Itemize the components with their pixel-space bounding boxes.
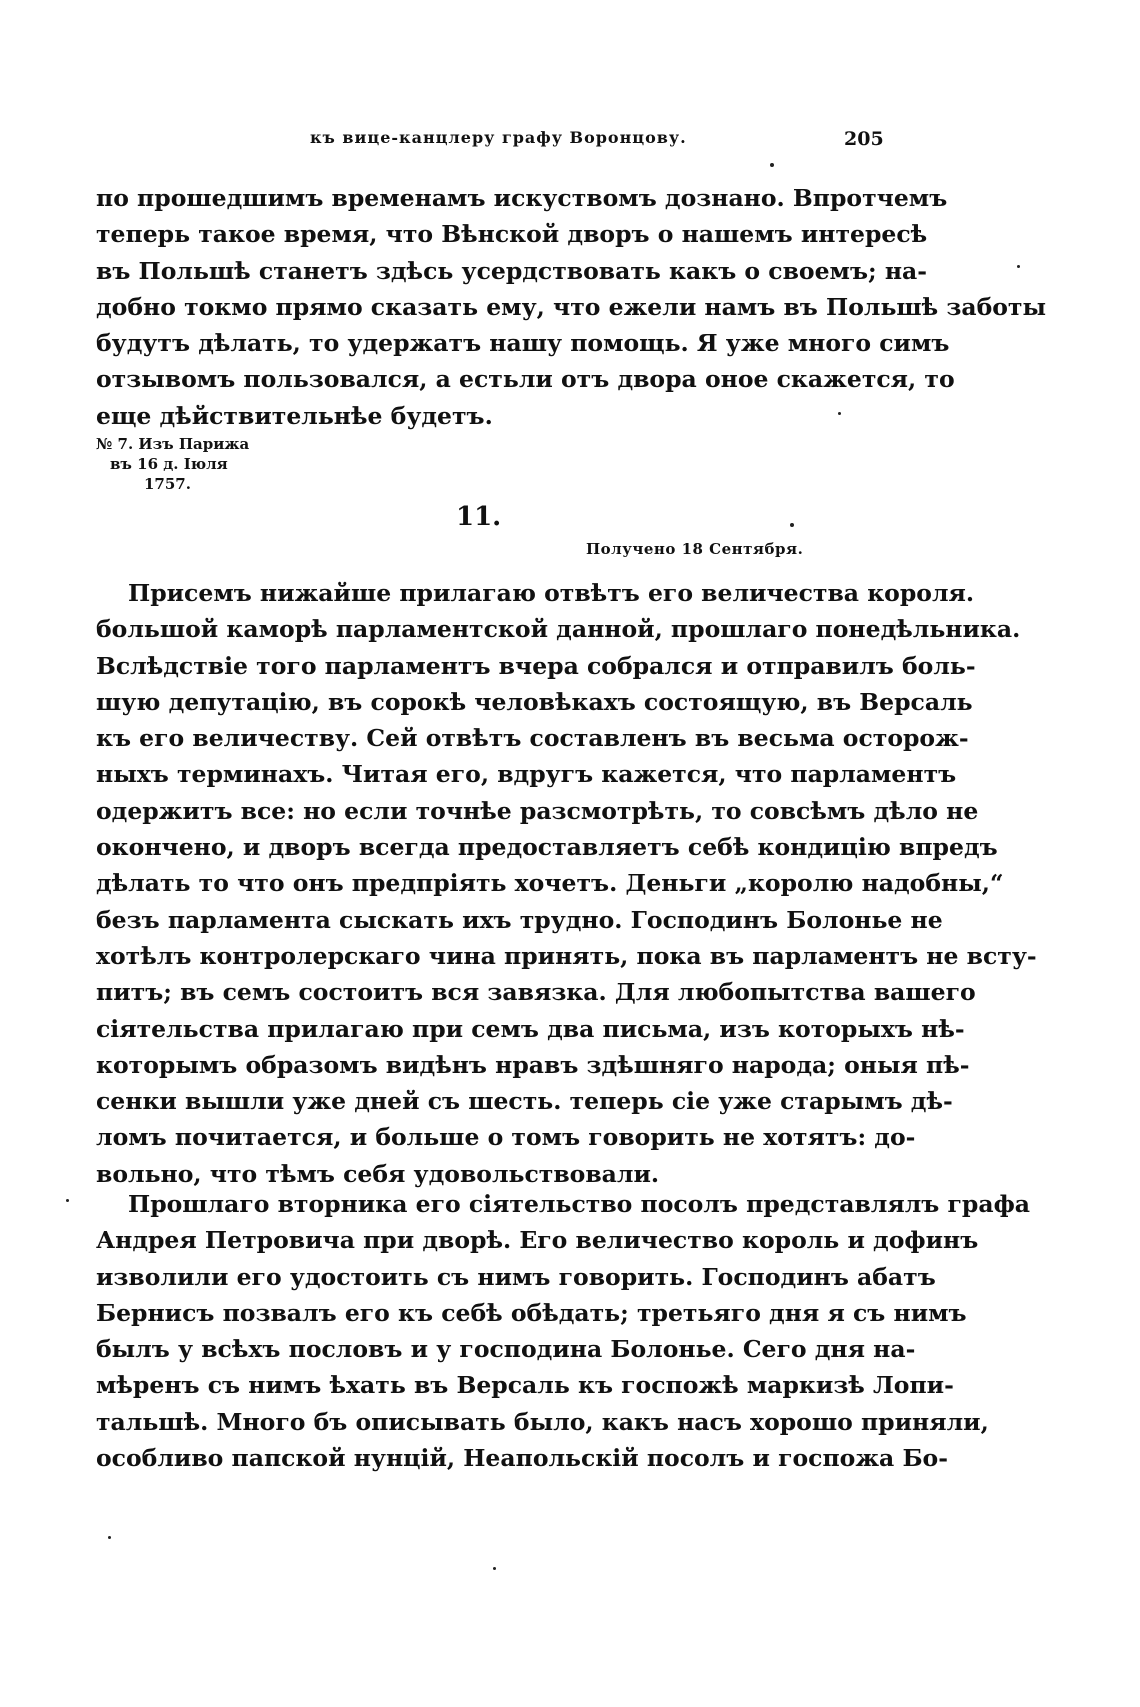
text-line: шую депутацію, въ сорокѣ человѣкахъ состоящую, въ Версаль [96,687,973,716]
text-line: по прошедшимъ временамъ искуствомъ дознано. Впротчемъ [96,184,948,212]
text-line: теперь такое время, что Вѣнской дворъ о нашемъ интересѣ [96,220,928,249]
running-title: къ вице-канцлеру графу Воронцову. [310,128,687,147]
scan-speck [790,523,794,527]
text-line: сенки вышли уже дней съ шесть. теперь сіе уже старымъ дѣ- [96,1087,953,1116]
text-line: окончено, и дворъ всегда предоставляетъ себѣ кондицію впредъ [96,833,998,862]
text-line: Вслѣдствіе того парламентъ вчера собрался и отправилъ боль- [96,651,976,680]
text-line: мѣренъ съ нимъ ѣхать въ Версаль къ госпожѣ маркизѣ Лопи- [96,1371,954,1400]
text-line: будутъ дѣлать, то удержатъ нашу помощь. Я уже много симъ [96,329,950,358]
text-line: питъ; въ семъ состоитъ вся завязка. Для любопытства вашего [96,978,976,1007]
scan-speck [1017,265,1020,268]
paragraph-2 [96,575,1037,1192]
scan-speck [838,412,841,415]
paragraph-1 [96,180,1047,434]
scan-speck [66,1199,69,1202]
text-line: тальшѣ. Много бъ описывать было, какъ насъ хорошо приняли, [96,1407,989,1436]
text-line: дѣлать то что онъ предпріять хочетъ. Деньги „королю надобны,“ [96,869,1004,898]
text-line: былъ у всѣхъ пословъ и у господина Болонье. Сего дня на- [96,1335,916,1364]
text-line: добно токмо прямо сказать ему, что ежели намъ въ Польшѣ заботы [96,292,1047,321]
text-line: ломъ почитается, и больше о томъ говорить не хотятъ: до- [96,1123,916,1152]
text-line: Присемъ нижайше прилагаю отвѣтъ его величества короля. [128,579,975,607]
text-line: большой каморѣ парламентской данной, прошлаго понедѣльника. [96,615,1021,644]
scan-speck [493,1567,496,1570]
text-line: Бернисъ позвалъ его къ себѣ обѣдать; третьяго дня я съ нимъ [96,1298,967,1327]
text-line: изволили его удостоить съ нимъ говорить. Господинъ абатъ [96,1262,936,1291]
paragraph-3 [96,1186,1030,1476]
scan-speck [108,1536,111,1539]
received-date: Получено 18 Сентября. [586,540,804,558]
margin-note-line: 1757. [144,475,191,493]
margin-note [96,434,249,494]
text-line: въ Польшѣ станетъ здѣсь усердствовать какъ о своемъ; на- [96,256,928,285]
scan-speck [770,163,774,167]
text-line: одержитъ все: но если точнѣе разсмотрѣть, то совсѣмъ дѣло не [96,796,979,825]
page-number: 205 [844,128,884,150]
text-line: къ его величеству. Сей отвѣтъ составленъ въ весьма осторож- [96,724,969,753]
text-line: еще дѣйствительнѣе будетъ. [96,401,493,430]
text-line: отзывомъ пользовался, а естьли отъ двора оное скажется, то [96,365,955,394]
margin-note-line: въ 16 д. Іюля [110,455,228,473]
text-line: которымъ образомъ видѣнъ нравъ здѣшняго народа; оныя пѣ- [96,1050,970,1079]
text-line: безъ парламента сыскать ихъ трудно. Господинъ Болонье не [96,905,943,934]
text-line: хотѣлъ контролерскаго чина принять, пока въ парламентъ не всту- [96,941,1037,970]
text-line: ныхъ терминахъ. Читая его, вдругъ кажется, что парламентъ [96,760,957,789]
text-line: сіятельства прилагаю при семъ два письма, изъ которыхъ нѣ- [96,1014,965,1043]
text-line: Андрея Петровича при дворѣ. Его величество король и дофинъ [96,1226,979,1255]
text-line: особливо папской нунцій, Неапольскій посолъ и госпожа Бо- [96,1444,948,1473]
text-line: Прошлаго вторника его сіятельство посолъ представлялъ графа [128,1190,1030,1218]
text-line: вольно, что тѣмъ себя удовольствовали. [96,1159,660,1188]
margin-note-line: № 7. Изъ Парижа [96,435,250,453]
document-number: 11. [456,502,502,532]
